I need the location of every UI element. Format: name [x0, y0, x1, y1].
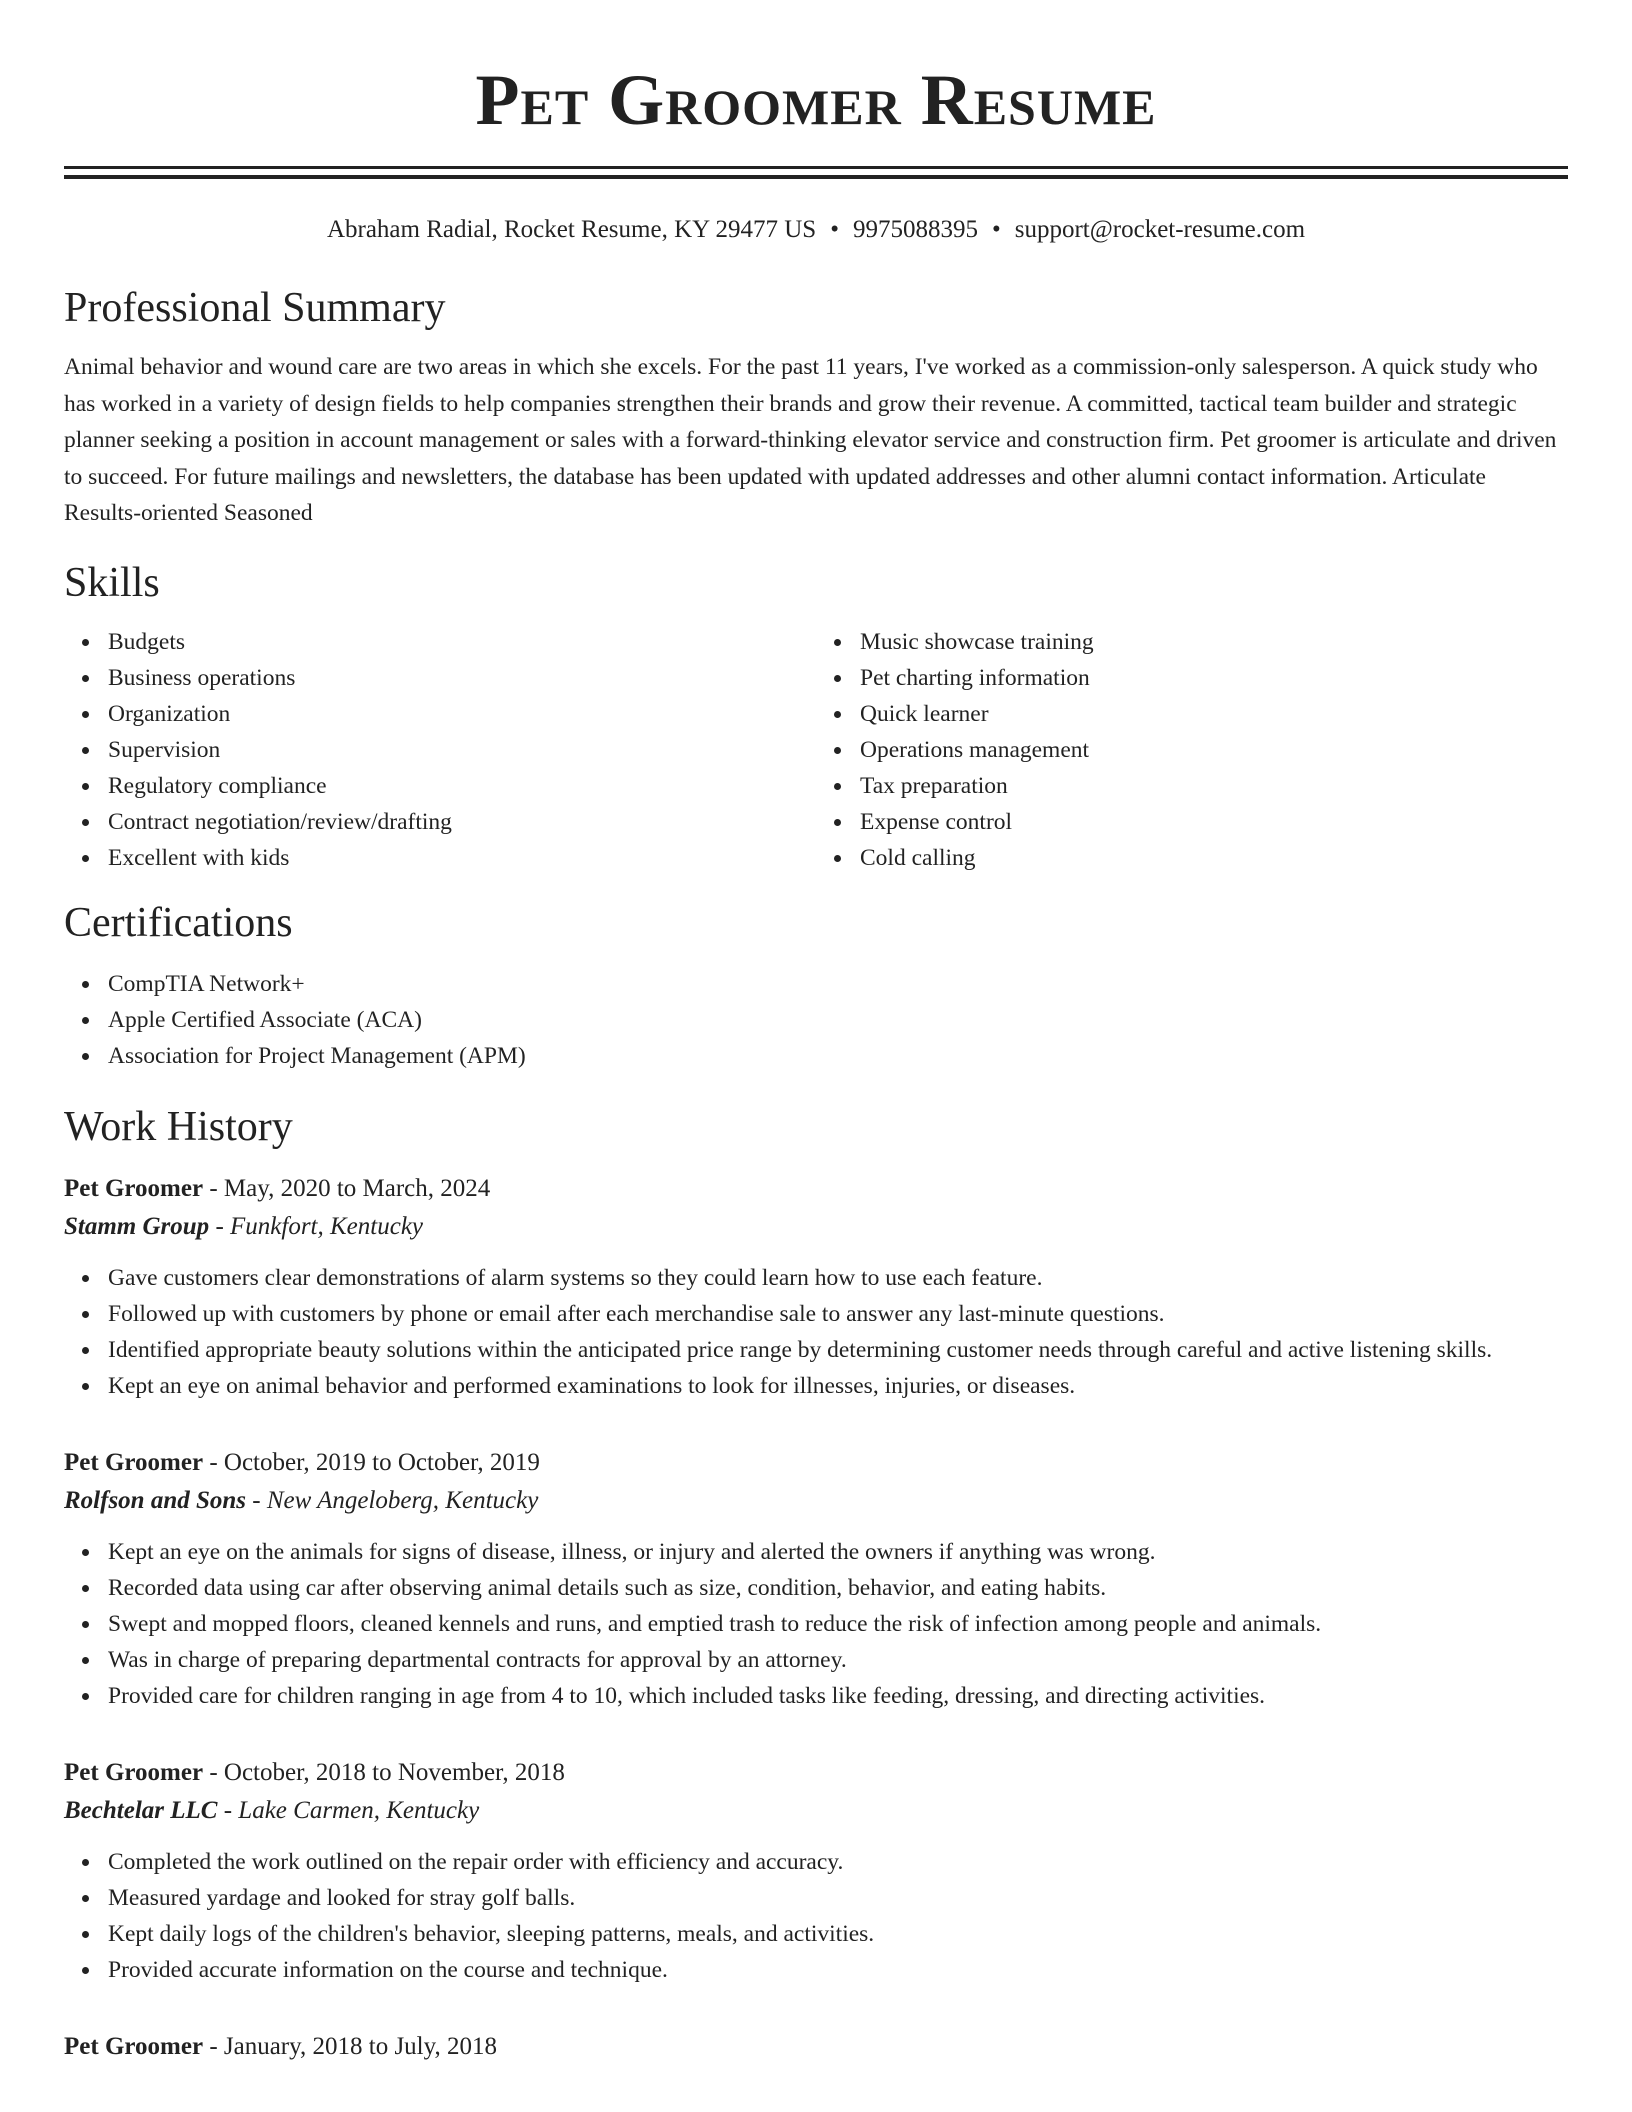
- job-entry: [64, 1754, 1568, 1988]
- company-line: [64, 1482, 1568, 1520]
- skill-item: Cold calling: [860, 840, 1568, 876]
- company-name: Stamm Group: [64, 1212, 210, 1240]
- duty-item: Recorded data using car after observing animal details such as size, condition, behavior, and eating habits.: [108, 1570, 1568, 1606]
- title-divider-top: [64, 166, 1568, 169]
- page-title: Pet Groomer Resume: [475, 60, 1157, 140]
- job-entry: [64, 1170, 1568, 1404]
- job-title: Pet Groomer: [64, 1448, 204, 1476]
- skills-heading: Skills: [64, 559, 160, 606]
- company-name: Rolfson and Sons: [64, 1486, 247, 1514]
- duty-item: Gave customers clear demonstrations of alarm systems so they could learn how to use each feature.: [108, 1260, 1568, 1296]
- contact-address: Abraham Radial, Rocket Resume, KY 29477 US: [326, 216, 817, 243]
- skill-item: Tax preparation: [860, 768, 1568, 804]
- duty-item: Kept an eye on animal behavior and performed examinations to look for illnesses, injuries, or diseases.: [108, 1368, 1568, 1404]
- certification-item: Association for Project Management (APM): [108, 1038, 1568, 1074]
- skill-item: Business operations: [108, 660, 816, 696]
- skills-list-right: [816, 624, 1568, 876]
- job-title: Pet Groomer: [64, 2032, 204, 2060]
- job-title-line: [64, 2028, 1568, 2066]
- work-history-heading: Work History: [64, 1103, 293, 1150]
- skill-item: Pet charting information: [860, 660, 1568, 696]
- skill-item: Budgets: [108, 624, 816, 660]
- certification-item: CompTIA Network+: [108, 966, 1568, 1002]
- job-title-line: [64, 1444, 1568, 1482]
- skill-item: Excellent with kids: [108, 840, 816, 876]
- duty-item: Provided accurate information on the course and technique.: [108, 1952, 1568, 1988]
- contact-phone: 9975088395: [852, 216, 978, 243]
- skill-item: Regulatory compliance: [108, 768, 816, 804]
- job-duties: [64, 1844, 1568, 1988]
- duty-item: Measured yardage and looked for stray golf balls.: [108, 1880, 1568, 1916]
- company-location: - Lake Carmen, Kentucky: [217, 1796, 480, 1824]
- company-location: - Funkfort, Kentucky: [209, 1212, 424, 1240]
- skill-item: Operations management: [860, 732, 1568, 768]
- company-line: [64, 1792, 1568, 1830]
- duty-item: Kept an eye on the animals for signs of disease, illness, or injury and alerted the owners if anything was wrong.: [108, 1534, 1568, 1570]
- skill-item: Expense control: [860, 804, 1568, 840]
- job-dates: - January, 2018 to July, 2018: [203, 2032, 498, 2060]
- contact-email: support@rocket-resume.com: [1014, 216, 1306, 243]
- skill-item: Quick learner: [860, 696, 1568, 732]
- duty-item: Completed the work outlined on the repair order with efficiency and accuracy.: [108, 1844, 1568, 1880]
- contact-separator: •: [830, 216, 839, 243]
- job-title-line: [64, 1170, 1568, 1208]
- duty-item: Provided care for children ranging in age from 4 to 10, which included tasks like feeding, dressing, and directing activities.: [108, 1678, 1568, 1714]
- job-entry: [64, 1444, 1568, 1714]
- contact-separator: •: [991, 216, 1001, 243]
- company-name: Bechtelar LLC: [64, 1796, 218, 1824]
- contact-line: [64, 213, 1568, 247]
- duty-item: Was in charge of preparing departmental contracts for approval by an attorney.: [108, 1642, 1568, 1678]
- title-divider-bottom: [64, 175, 1568, 179]
- certification-item: Apple Certified Associate (ACA): [108, 1002, 1568, 1038]
- resume-page: [64, 0, 1568, 2066]
- skill-item: Organization: [108, 696, 816, 732]
- job-dates: - October, 2018 to November, 2018: [203, 1758, 565, 1786]
- skill-item: Supervision: [108, 732, 816, 768]
- job-duties: [64, 1534, 1568, 1714]
- skill-item: Contract negotiation/review/drafting: [108, 804, 816, 840]
- skills-columns: [64, 624, 1568, 876]
- company-location: - New Angeloberg, Kentucky: [246, 1486, 539, 1514]
- duty-item: Followed up with customers by phone or email after each merchandise sale to answer any last-minute questions.: [108, 1296, 1568, 1332]
- job-dates: - May, 2020 to March, 2024: [203, 1174, 491, 1202]
- job-title: Pet Groomer: [64, 1758, 204, 1786]
- duty-item: Kept daily logs of the children's behavior, sleeping patterns, meals, and activities.: [108, 1916, 1568, 1952]
- job-title: Pet Groomer: [64, 1174, 204, 1202]
- company-line: [64, 1208, 1568, 1246]
- summary-text: Animal behavior and wound care are two areas in which she excels. For the past 11 years, I've worked as a commission-only salesperson. A quick study who has worked in a variety of design fields to help companies strengthen their brands and grow their revenue. A committed, tactical team builder and strategic planner seeking a position in account management or sales with a forward-thinking elevator service and construction firm. Pet groomer is articulate and driven to succeed. For future mailings and newsletters, the database has been updated with updated addresses and other alumni contact information. Articulate Results-oriented Seasoned: [64, 354, 1557, 526]
- job-duties: [64, 1260, 1568, 1404]
- skill-item: Music showcase training: [860, 624, 1568, 660]
- job-entry: [64, 2028, 1568, 2066]
- certifications-heading: Certifications: [64, 899, 293, 946]
- certifications-list: [64, 966, 1568, 1074]
- duty-item: Identified appropriate beauty solutions within the anticipated price range by determining customer needs through careful and active listening skills.: [108, 1332, 1568, 1368]
- summary-heading: Professional Summary: [64, 285, 446, 331]
- job-dates: - October, 2019 to October, 2019: [203, 1448, 540, 1476]
- duty-item: Swept and mopped floors, cleaned kennels and runs, and emptied trash to reduce the risk of infection among people and animals.: [108, 1606, 1568, 1642]
- skills-list-left: [64, 624, 816, 876]
- job-title-line: [64, 1754, 1568, 1792]
